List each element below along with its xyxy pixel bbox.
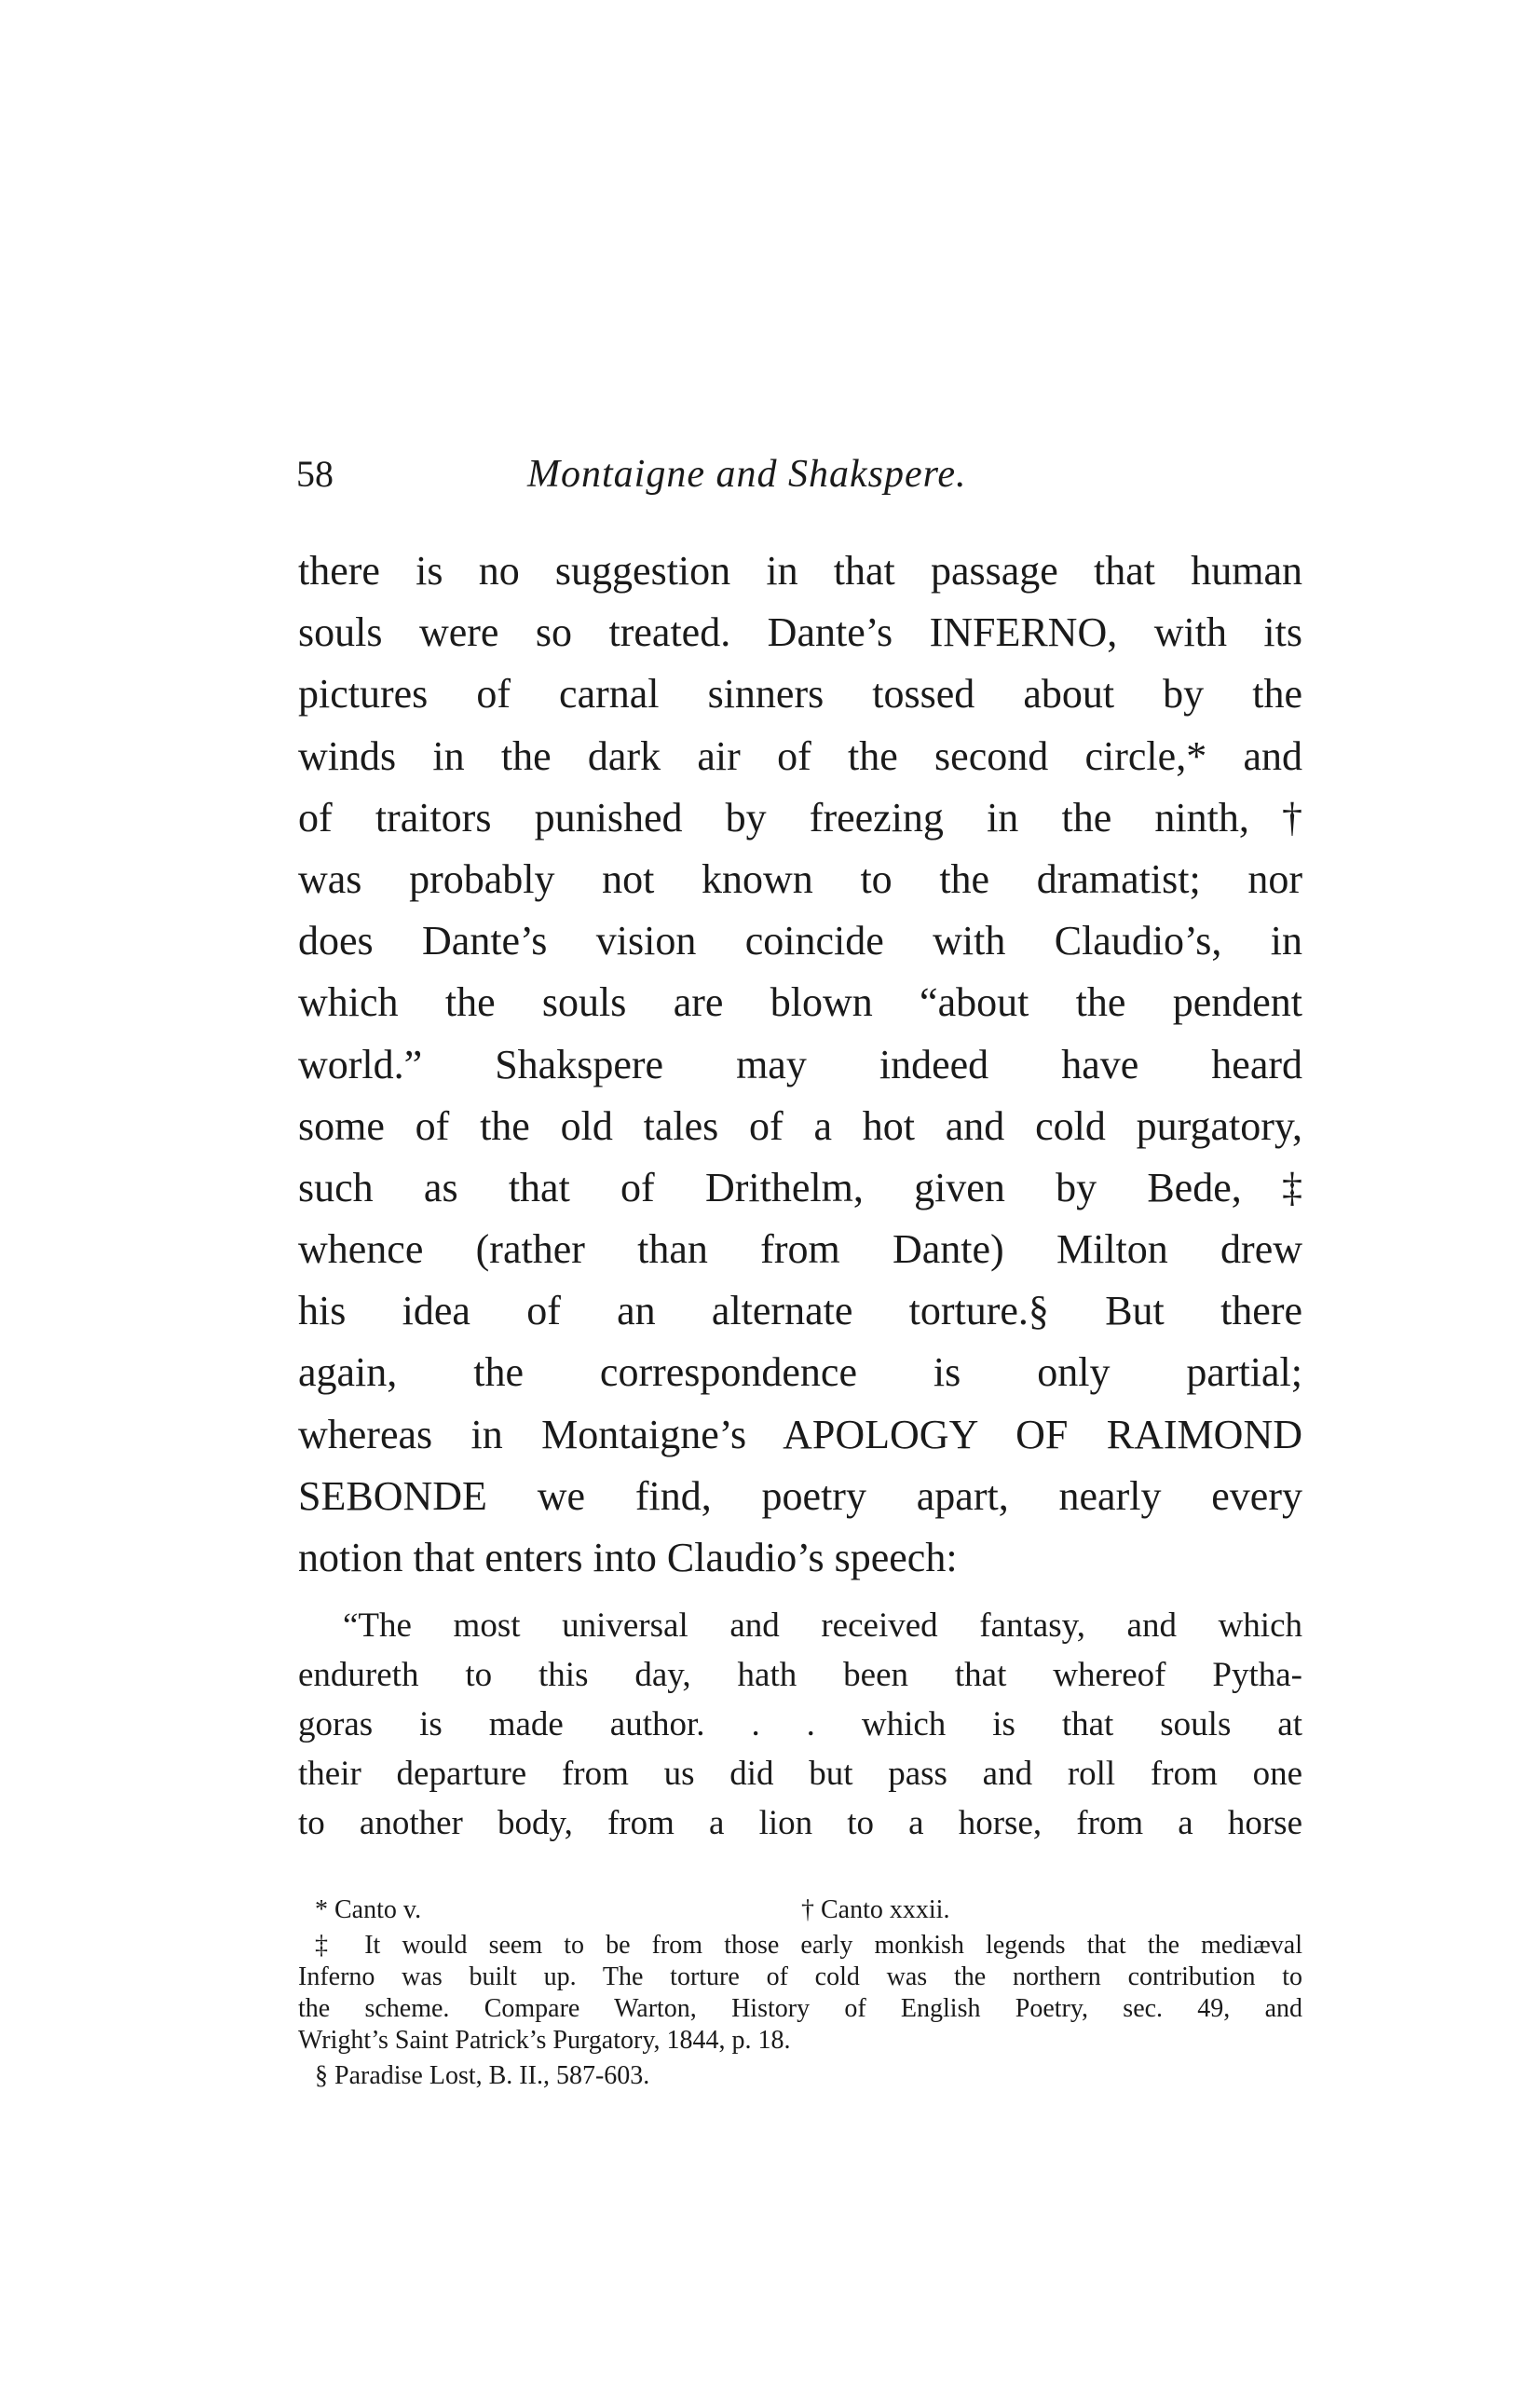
footnote-line: the scheme. Compare Warton, History of English Poetry, sec. 49, and	[298, 1994, 1302, 2023]
text-line: does Dante’s vision coincide with Claudio’s, in	[298, 918, 1302, 964]
quote-line: “The most universal and received fantasy, and which	[343, 1606, 1302, 1645]
text-line: whence (rather than from Dante) Milton drew	[298, 1226, 1302, 1273]
running-title: Montaigne and Shakspere.	[527, 453, 967, 496]
quote-line: their departure from us did but pass and roll from one	[298, 1755, 1302, 1793]
footnote-row	[298, 1894, 1302, 1926]
page-number: 58	[296, 453, 334, 495]
text-line: notion that enters into Claudio’s speech:	[298, 1535, 958, 1580]
text-line: souls were so treated. Dante’s INFERNO, with its	[298, 609, 1302, 656]
text-line: whereas in Montaigne’s APOLOGY OF RAIMOND	[298, 1411, 1302, 1457]
footnote-section: § Paradise Lost, B. II., 587-603.	[315, 2061, 650, 2090]
text-line: was probably not known to the dramatist; nor	[298, 855, 1302, 902]
text-line: such as that of Drithelm, given by Bede,‡	[298, 1164, 1302, 1210]
text-line: of traitors punished by freezing in the ninth,†	[298, 794, 1302, 841]
footnote-line: ‡ It would seem to be from those early monkish legends that the mediæval	[315, 1931, 1302, 1960]
page-header	[296, 452, 1302, 508]
text-line: again, the correspondence is only partial;	[298, 1349, 1302, 1396]
main-paragraph	[298, 540, 1302, 1589]
text-line: SEBONDE we find, poetry apart, nearly every	[298, 1472, 1302, 1519]
quote-line: to another body, from a lion to a horse, from a horse	[298, 1804, 1302, 1842]
footnote-line: Wright’s Saint Patrick’s Purgatory, 1844, p. 18.	[298, 2026, 791, 2055]
quote-line: endureth to this day, hath been that whereof Pytha-	[298, 1656, 1302, 1694]
text-line: pictures of carnal sinners tossed about by the	[298, 671, 1302, 718]
text-line: which the souls are blown “about the pendent	[298, 979, 1302, 1026]
text-line: world.” Shakspere may indeed have heard	[298, 1041, 1302, 1087]
text-line: winds in the dark air of the second circle,* and	[298, 732, 1302, 779]
footnotes	[298, 1894, 1302, 2092]
text-line: there is no suggestion in that passage that human	[298, 548, 1302, 594]
text-line: his idea of an alternate torture.§ But there	[298, 1288, 1302, 1334]
footnote-star: * Canto v.	[315, 1895, 422, 1924]
block-quote	[298, 1601, 1302, 1848]
footnote-dagger: † Canto xxxii.	[801, 1895, 950, 1924]
quote-line: goras is made author. . . which is that souls at	[298, 1705, 1302, 1743]
footnote-line: Inferno was built up. The torture of cold was the northern contribution to	[298, 1962, 1302, 1991]
footnote-double-dagger	[298, 1930, 1302, 2057]
text-line: some of the old tales of a hot and cold purgatory,	[298, 1102, 1302, 1149]
